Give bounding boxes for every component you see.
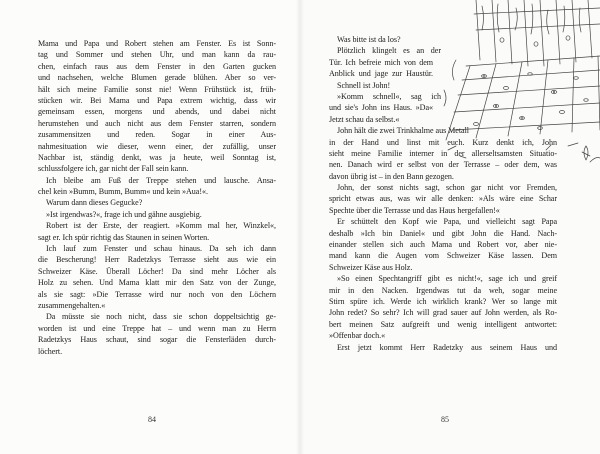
text-line: Jetzt schau da selbst.« xyxy=(329,114,400,124)
text-line: Stirn spüre ich. Werde ich wirklich krank? Wer so lange mit xyxy=(329,296,557,306)
text-line: schlussfolgere ich, gar nicht der Fall sein kann. xyxy=(38,164,189,174)
page-gutter xyxy=(296,0,304,454)
text-line: John redet? So sehr? Ich will grad sauer auf John werden, als Ro- xyxy=(329,308,557,318)
text-line: spricht etwas aus, was wir alle denken: »Als wäre eine Schar xyxy=(329,194,557,204)
text-line: Schweizer Käse aus Holz. xyxy=(329,262,413,272)
page-number-right: 85 xyxy=(441,415,449,424)
text-line: löchert. xyxy=(38,346,63,356)
text-line: »Ist irgendwas?«, frage ich und gähne ausgiebig. xyxy=(46,209,202,219)
text-line: mand kann die Augen vom Schweizer Käse lassen. Dem xyxy=(329,251,557,261)
text-line: sagt er. Ich spür richtig das Staunen in seinen Worten. xyxy=(38,232,210,242)
text-line: und nachsehen, welche Blumen gerade blühen. Aber so ver- xyxy=(38,73,276,83)
left-page-text xyxy=(38,38,276,357)
text-line: Holz zu sehen. Und Mama klatt mir den Satz von der Zunge, xyxy=(38,278,276,288)
text-line: die Bescherung! Herr Radetzkys Terrasse sieht aus wie ein xyxy=(38,255,276,265)
text-line: Nachbar ist, ständig denkt, was ja heute, weil Sonntag ist, xyxy=(38,152,276,162)
text-line: John, der sonst nichts sagt, schon gar nicht vor Fremden, xyxy=(337,183,557,193)
text-line: Warum dann dieses Gegucke? xyxy=(46,198,143,208)
text-line: bert meinen Satz aufgreift und wenig intelligent antwortet: xyxy=(329,319,557,329)
text-line: Robert ist der Erste, der reagiert. »Komm mal her, Winzkel«, xyxy=(46,221,276,231)
text-line: gemeinsam essen, morgens und abends, und dabei nicht xyxy=(38,107,276,117)
text-line: Spechte über die Terrasse und das Haus hergefallen!« xyxy=(329,205,500,215)
text-line: chen, einfach raus aus dem Fenster in den Garten gucken xyxy=(38,61,276,71)
text-line: Plötzlich klingelt es an der xyxy=(337,46,441,56)
text-line: »So einen Spechtangriff gibt es nicht!«, sage ich und greif xyxy=(337,274,557,284)
text-line: und sie's John ins Haus. »Da« xyxy=(329,103,433,113)
text-line: Da müsste sie noch nicht, dass sie schon doppeltsichtig ge- xyxy=(46,312,276,322)
text-line: hält sich meine Familie sonst nie! Wenn Frühstück ist, früh- xyxy=(38,84,276,94)
text-line: worden ist und eine Treppe hat – und wenn man zu Herrn xyxy=(38,323,276,333)
text-line: Schnell ist John! xyxy=(337,80,391,90)
text-line: Schweizer Käse. Überall Löcher! Da sind mehr Löcher als xyxy=(38,266,276,276)
text-line: Mama und Papa und Robert stehen am Fenster. Es ist Sonn- xyxy=(38,39,276,48)
text-line: stücken wir. Bei Mama und Papa extrem wichtig, dass wir xyxy=(38,95,276,105)
text-line: nen. Danach wird er selbst von der Terrasse – oder dem, was xyxy=(329,160,557,170)
text-line: chel kein »Bumm, Bumm, Bumm« und kein »Aua!«. xyxy=(38,187,208,197)
text-line: tag und Sommer und stehen Uhr, und man kann da rau- xyxy=(38,50,276,60)
page-number-left: 84 xyxy=(148,415,156,424)
text-line: als sie sagt: »Die Terrasse wird nur noch von den Löchern xyxy=(38,289,276,299)
text-line: zusammensitzen und reden. Sogar in einer Aus- xyxy=(38,130,276,140)
text-line: Ich lauf zum Fenster und schau hinaus. Da seh ich dann xyxy=(46,244,276,254)
text-line: »Offenbar doch.« xyxy=(329,331,386,341)
text-line: nahmesituation wie dieser, wenn einer, der zufällig, unser xyxy=(38,141,276,151)
text-line: Er schüttelt den Kopf wie Papa, und vielleicht sagt Papa xyxy=(337,217,557,227)
text-line: Erst jetzt kommt Herr Radetzky aus seinem Haus und xyxy=(337,342,557,352)
text-line: sieht meine Familie interner in der allerseltsamsten Situatio- xyxy=(329,148,557,158)
text-line: deshalb »Ich bin Daniel« und gibt John die Hand. Nach- xyxy=(329,228,557,238)
text-line: Anblick und jage zur Haustür. xyxy=(329,69,433,79)
text-line: einander stellen sich auch Mama und Robert vor, aber nie- xyxy=(329,240,557,250)
text-line: Was bitte ist da los? xyxy=(337,35,401,44)
text-line: herumstehen und auch nicht aus dem Fenster starren, sondern xyxy=(38,118,276,128)
text-line: davon übrig ist – in den Bann gezogen. xyxy=(329,171,454,181)
text-line: Radetzkys Haus schaut, sind sogar die Fensterläden durch- xyxy=(38,335,276,345)
text-line: John hält die zwei Trinkhalme aus Metall xyxy=(337,126,469,136)
text-line: in der Hand und linst mit euch. Kurz denkt ich, John xyxy=(329,137,557,147)
text-line: Ich bleibe am Fuß der Treppe stehen und lausche. Ansa- xyxy=(46,175,276,185)
text-line: Tür. Ich befreie mich von dem xyxy=(329,57,433,67)
text-line: zusammengehalten.« xyxy=(38,300,106,310)
woodpecker-terrace-illustration xyxy=(436,0,600,170)
text-line: »Komm schnell«, sag ich xyxy=(337,91,441,101)
text-line: mir in den Nacken. Irgendwas tut da weh, sogar meine xyxy=(329,285,557,295)
